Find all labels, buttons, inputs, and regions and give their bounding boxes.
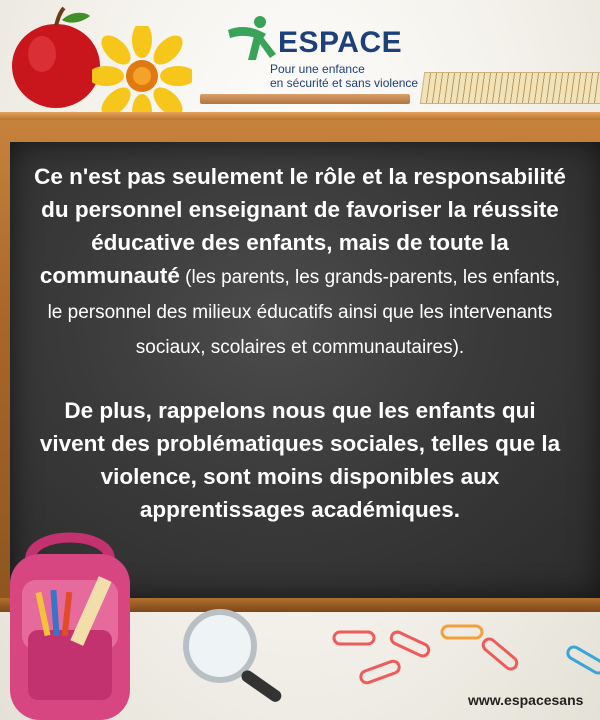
logo-tagline-line2: en sécurité et sans violence xyxy=(270,76,419,90)
chalkboard-message xyxy=(30,160,570,526)
backpack-icon xyxy=(0,520,140,720)
ruler-icon xyxy=(420,72,600,104)
message-paragraph-1 xyxy=(30,160,570,364)
apple-icon xyxy=(6,2,106,112)
child-figure-icon xyxy=(222,10,282,70)
sunflower-icon xyxy=(92,26,192,126)
logo-wordmark: ESPACE xyxy=(278,26,403,59)
paperclip-icon xyxy=(330,618,600,698)
magnifier-icon xyxy=(168,606,298,716)
message-paragraph-1-bold: Ce n'est pas seulement le rôle et la responsabilité du personnel enseignant de favoriser la réussite éducative des enfants, mais de toute la communauté xyxy=(34,164,566,288)
espace-logo xyxy=(222,10,419,90)
message-paragraph-2: De plus, rappelons nous que les enfants qui vivent des problématiques sociales, telles que la violence, sont moins disponibles aux apprentissages académiques. xyxy=(39,398,561,522)
frame-top-edge xyxy=(0,112,600,120)
website-url[interactable]: www.espacesans xyxy=(468,692,584,708)
logo-tagline-line1: Pour une enfance xyxy=(270,62,365,76)
message-paragraph-1-normal: (les parents, les grands-parents, les enfants, le personnel des milieux éducatifs ainsi que les intervenants sociaux, scolaires et communautaires). xyxy=(47,267,561,358)
pencil-icon xyxy=(200,94,410,104)
